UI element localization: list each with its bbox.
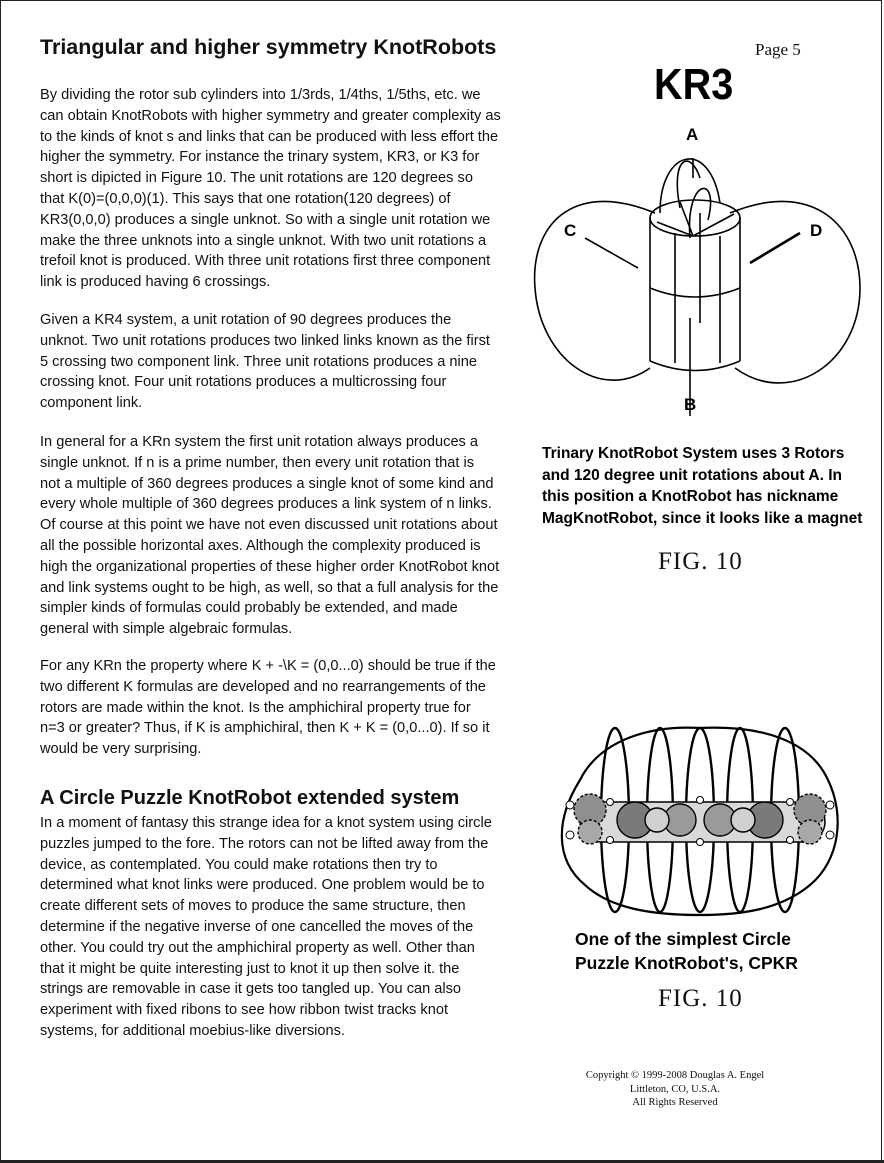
- figure-top-caption: Trinary KnotRobot System uses 3 Rotors and 120 degree unit rotations about A. In this position a KnotRobot has nickname MagKnotRobot, since it looks like a magnet: [542, 445, 863, 527]
- label-b: B: [684, 395, 697, 414]
- figure-top-label: FIG. 10: [658, 548, 743, 575]
- paragraph-3: In general for a KRn system the first unit rotation always produces a single unknot. If n is a prime number, then every unit rotation that is not a multiple of 360 degrees produces a single knot of some kind and every whole multiple of 360 degrees produces a link system of n links. Of course at this point we have not even discussed unit rotations about all the possible horizontal axes. Although the complexity produced is high the organizational properties of these higher order KnotRobot knot and link systems ought to be high, as well, so that a full analysis for the simpler kinds of formulas could probably be extended, and made general with simple algebraic formulas.: [40, 434, 500, 638]
- article-title: Triangular and higher symmetry KnotRobots: [40, 35, 497, 59]
- label-d: D: [810, 221, 823, 240]
- section-paragraph: In a moment of fantasy this strange idea for a knot system using circle puzzles jumped to the fore. The rotors can not be lifted away from the device, as contemplated. You could make rotations then try to determined what knot links were produced. One problem would be to create different sets of moves to produce the same structure, then determine if the negative inverse of one cancelled the moves of the other. You could try out the amphichiral property as well. Other than that it might be quite interesting just to knot it up then solve it. the strings are removable in case it gets too tangled up. You can also experiment with fixed ribons to see how ribbon twist tracks knot systems, for additional moebius-like diversions.: [40, 815, 492, 1039]
- label-c: C: [564, 221, 577, 240]
- cpkr-diagram: [540, 720, 860, 920]
- section-title: A Circle Puzzle KnotRobot extended system: [40, 787, 460, 809]
- label-a: A: [686, 125, 699, 144]
- figure-heading: KR3: [654, 60, 734, 109]
- paragraph-1: By dividing the rotor sub cylinders into 1/3rds, 1/4ths, 1/5ths, etc. we can obtain KnotRobots with higher symmetry and greater complexity as to the kinds of knot s and links that can be produced with less effort the higher the symmetry. For instance the trinary system, KR3, or K3 for short is dipicted in Figure 10. The unit rotations are 120 degrees so that K(0)=(0,0,0)(1). This says that one rotation(120 degrees) of KR3(0,0,0) produces a single unknot. So with a single unit rotation we make the three unknots into a single unknot. With two unit rotations a trefoil knot is produced. With three unit rotations first three component link is produced having 6 crossings.: [40, 87, 501, 291]
- copyright-notice: Copyright © 1999-2008 Douglas A. Engel Littleton, CO, U.S.A. All Rights Reserved: [585, 1070, 765, 1108]
- paragraph-4: For any KRn the property where K + -\K = (0,0...0) should be true if the two different K formulas are developed and no rearrangements of the rotors are made within the knot. Is the amphichiral property true for n=3 or greater? Thus, if K is amphichiral, then K + K = (0,0...0). If so it would be very surprising.: [40, 658, 496, 758]
- page-number: Page 5: [755, 40, 801, 59]
- figure-bottom-label: FIG. 10: [658, 985, 743, 1012]
- paragraph-2: Given a KR4 system, a unit rotation of 90 degrees produces the unknot. Two unit rotations produces two linked links known as the first 5 crossing two component link. Three unit rotations produces a nine crossing knot. Four unit rotations produces a multicrossing four component link.: [40, 312, 490, 412]
- kr3-diagram: [530, 118, 870, 428]
- figure-bottom-caption: One of the simplest Circle Puzzle KnotRobot's, CPKR: [575, 929, 798, 973]
